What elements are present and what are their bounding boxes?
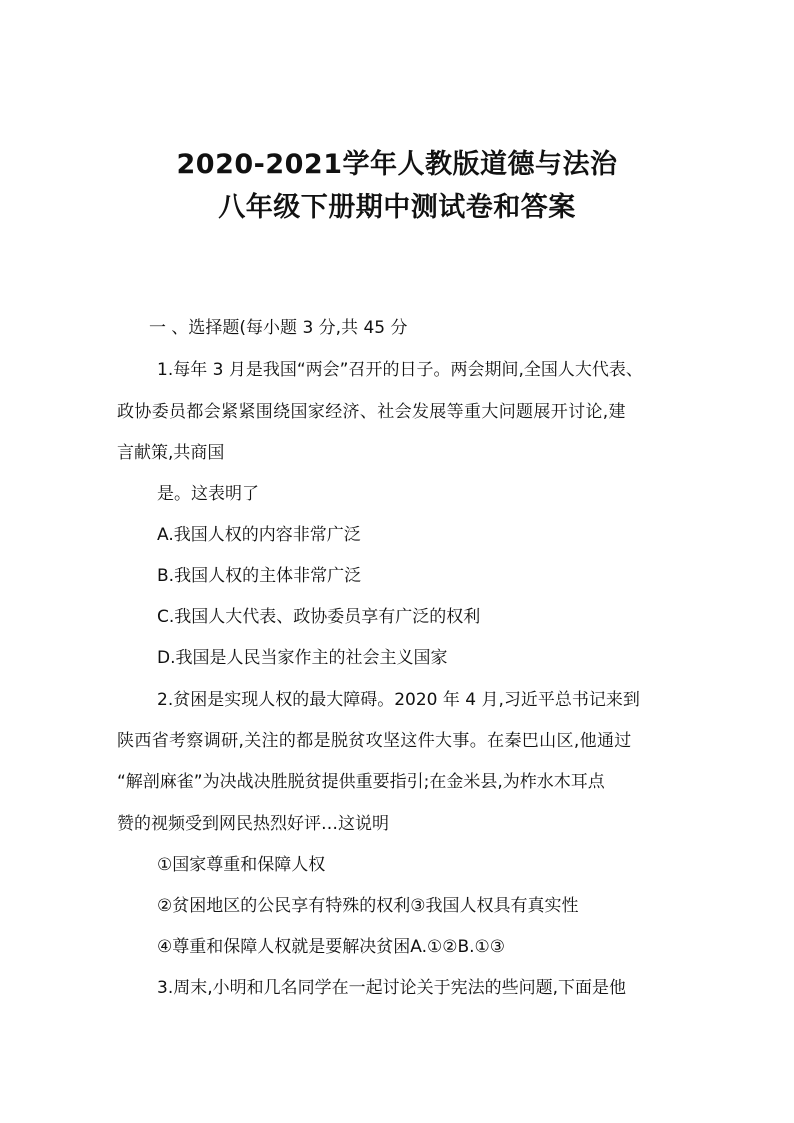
q2-line-4: 赞的视频受到网民热烈好评…这说明	[117, 814, 389, 834]
q1-option-a: A.我国人权的内容非常广泛	[157, 525, 361, 545]
q2-item-1: ①国家尊重和保障人权	[157, 855, 326, 875]
q1-line-1: 1.每年 3 月是我国“两会”召开的日子。两会期间,全国人大代表、	[157, 360, 643, 380]
q2-item-2: ②贫困地区的公民享有特殊的权利③我国人权具有真实性	[157, 896, 579, 916]
q1-option-c: C.我国人大代表、政协委员享有广泛的权利	[157, 607, 481, 627]
q3-line-1: 3.周末,小明和几名同学在一起讨论关于宪法的些问题,下面是他	[157, 978, 627, 998]
section-heading: 一 、选择题(每小题 3 分,共 45 分	[149, 318, 408, 338]
document-title-line-1: 2020-2021学年人教版道德与法治	[176, 149, 618, 180]
q1-option-d: D.我国是人民当家作主的社会主义国家	[157, 648, 448, 668]
q1-line-4: 是。这表明了	[157, 484, 259, 504]
q1-option-b: B.我国人权的主体非常广泛	[157, 566, 362, 586]
q1-line-3: 言献策,共商国	[117, 443, 225, 463]
q2-line-3: “解剖麻雀”为决战决胜脱贫提供重要指引;在金米县,为柞水木耳点	[117, 772, 605, 792]
document-title-line-2: 八年级下册期中测试卷和答案	[218, 192, 576, 223]
q1-line-2: 政协委员都会紧紧围绕国家经济、社会发展等重大问题展开讨论,建	[117, 402, 626, 422]
q2-line-2: 陕西省考察调研,关注的都是脱贫攻坚这件大事。在秦巴山区,他通过	[117, 731, 632, 751]
q2-line-1: 2.贫困是实现人权的最大障碍。2020 年 4 月,习近平总书记来到	[157, 690, 640, 710]
q2-item-3: ④尊重和保障人权就是要解决贫困A.①②B.①③	[157, 937, 506, 957]
